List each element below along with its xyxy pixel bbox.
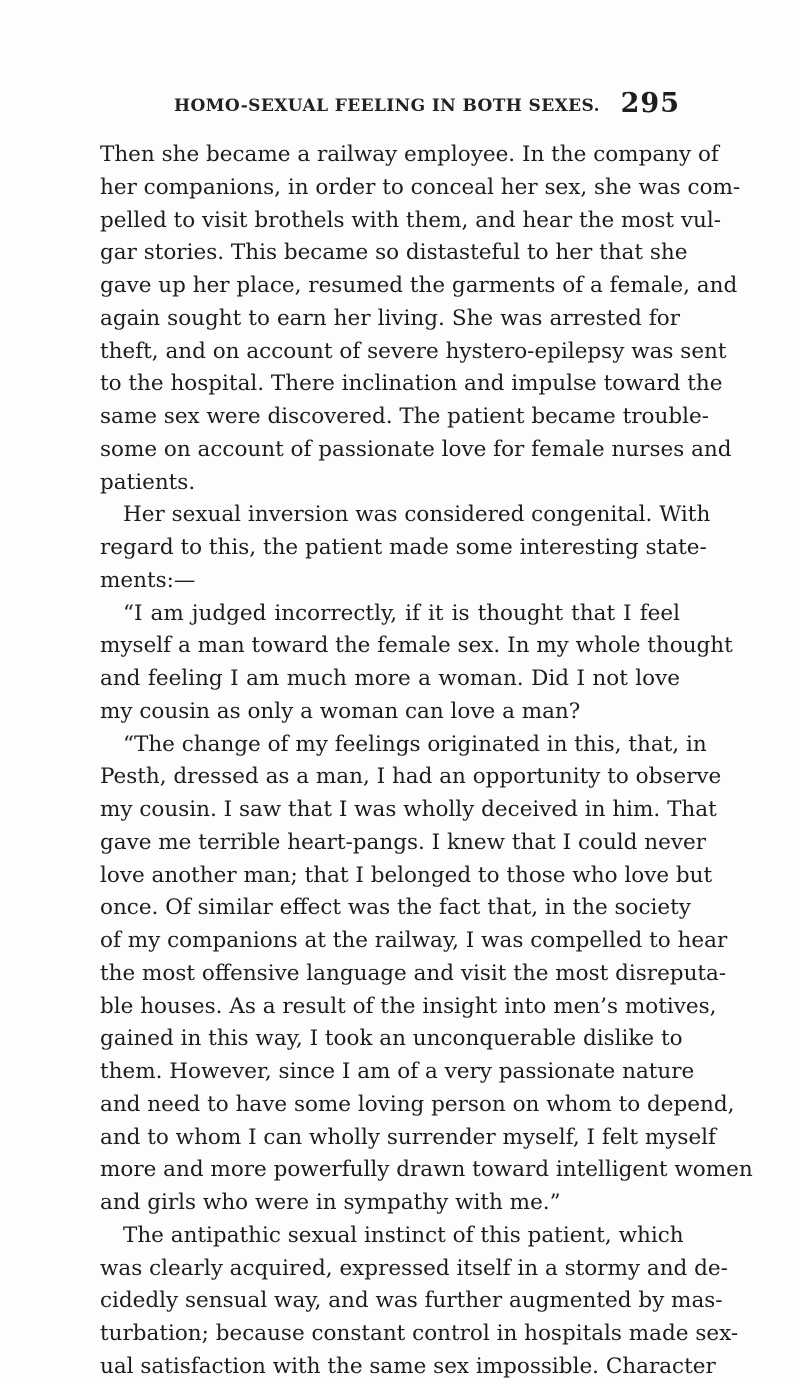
body-text: [100, 139, 753, 1384]
text-line: my cousin as only a woman can love a man?: [100, 698, 581, 724]
text-line: and girls who were in sympathy with me.”: [100, 1190, 561, 1215]
text-line: Her sexual inversion was considered congenital. With: [123, 502, 711, 528]
text-line: gave up her place, resumed the garments of a female, and: [100, 273, 738, 298]
text-line: pelled to visit brothels with them, and hear the most vul-: [100, 207, 721, 233]
text-line: gar stories. This became so distasteful to her that she: [100, 240, 688, 266]
text-line: of my companions at the railway, I was compelled to hear: [100, 928, 728, 953]
text-line: to the hospital. There inclination and impulse toward the: [100, 371, 723, 397]
text-line: them. However, since I am of a very passionate nature: [100, 1059, 695, 1084]
text-line: my cousin. I saw that I was wholly deceived in him. That: [100, 797, 717, 822]
text-line: love another man; that I belonged to those who love but: [100, 862, 713, 888]
text-line: ments:—: [100, 567, 196, 593]
text-line: more and more powerfully drawn toward intelligent women: [100, 1157, 753, 1183]
text-line: myself a man toward the female sex. In my whole thought: [100, 633, 733, 659]
text-line: ble houses. As a result of the insight into men’s motives,: [100, 993, 717, 1019]
text-line: and need to have some loving person on whom to depend,: [100, 1091, 735, 1117]
running-title: HOMO-SEXUAL FEELING IN BOTH SEXES.: [174, 96, 600, 116]
text-line: same sex were discovered. The patient became trouble-: [100, 404, 709, 429]
text-line: turbation; because constant control in hospitals made sex-: [100, 1321, 739, 1346]
text-line: Then she became a railway employee. In the company of: [100, 142, 719, 167]
text-line: was clearly acquired, expressed itself in a stormy and de-: [100, 1255, 728, 1281]
text-line: “I am judged incorrectly, if it is thought that I feel: [123, 600, 680, 626]
text-line: theft, and on account of severe hystero-epilepsy was sent: [100, 338, 727, 364]
text-line: and feeling I am much more a woman. Did I not love: [100, 666, 680, 691]
running-head: [128, 88, 680, 128]
text-line: ual satisfaction with the same sex impossible. Character: [100, 1353, 716, 1379]
text-line: Pesth, dressed as a man, I had an opportunity to observe: [100, 764, 722, 790]
text-line: again sought to earn her living. She was arrested for: [100, 305, 680, 331]
text-line: some on account of passionate love for female nurses and: [100, 436, 732, 462]
text-line: her companions, in order to conceal her sex, she was com-: [100, 174, 741, 200]
text-line: gained in this way, I took an unconquerable dislike to: [100, 1026, 683, 1052]
text-line: gave me terrible heart-pangs. I knew that I could never: [100, 829, 706, 855]
text-line: the most offensive language and visit the most disreputa-: [100, 960, 727, 986]
text-line: regard to this, the patient made some interesting state-: [100, 535, 707, 560]
page-number: 295: [620, 88, 680, 119]
text-line: The antipathic sexual instinct of this patient, which: [123, 1222, 684, 1248]
text-line: once. Of similar effect was the fact that, in the society: [100, 895, 691, 921]
text-line: “The change of my feelings originated in this, that, in: [123, 731, 707, 757]
text-line: cidedly sensual way, and was further augmented by mas-: [100, 1288, 723, 1314]
text-line: and to whom I can wholly surrender myself, I felt myself: [100, 1124, 717, 1150]
text-line: patients.: [100, 469, 196, 495]
